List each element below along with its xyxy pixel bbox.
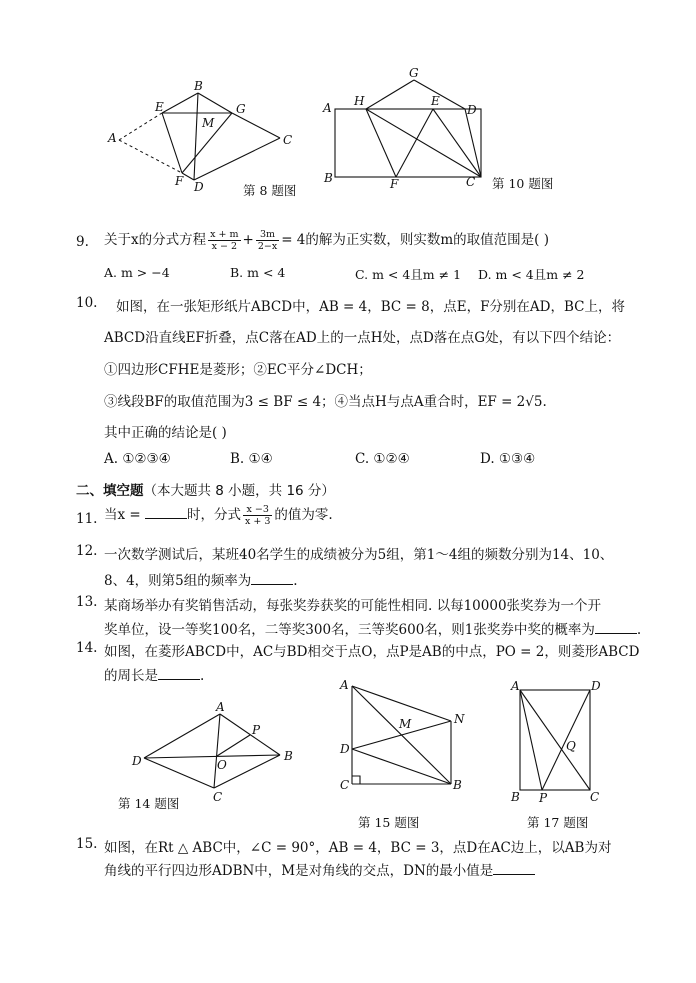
label-d: D (194, 180, 204, 194)
q9-fraction-1 (208, 229, 240, 252)
q9-frac2-denominator: 2−x (257, 241, 278, 252)
figure-q15 (335, 676, 475, 801)
question-number: 12. (76, 543, 98, 559)
label-n: N (454, 712, 465, 726)
q10-line-2: ABCD沿直线EF折叠，点C落在AD上的一点H处，点D落在点G处，有以下四个结论： (104, 330, 621, 346)
q9-fraction-2 (256, 229, 279, 252)
q9-frac2-numerator: 3m (256, 229, 279, 241)
question-number: 10. (76, 295, 98, 311)
label-a: A (108, 131, 117, 145)
fig17-caption: 第 17 题图 (527, 815, 589, 830)
q10-line-5: 其中正确的结论是( ) (104, 425, 227, 441)
fig14-caption: 第 14 题图 (118, 796, 180, 811)
q13-line-1: 某商场举办有奖销售活动，每张奖券获奖的可能性相同. 以每10000张奖券为一个开 (104, 598, 602, 614)
label-p: P (539, 791, 548, 805)
q14-line-2a: 的周长是 (104, 668, 158, 684)
label-b: B (194, 79, 203, 93)
label-c: C (466, 175, 476, 189)
label-e: E (155, 100, 164, 114)
option-d[interactable]: D. ①③④ (480, 451, 536, 467)
q9-frac1-denominator: x − 2 (211, 241, 238, 252)
q9-text-a: 关于x的分式方程 (104, 232, 207, 248)
fig8-caption: 第 8 题图 (243, 183, 297, 198)
q10-line-3: ①四边形CFHE是菱形；②EC平分∠DCH； (104, 362, 372, 378)
label-h: H (354, 94, 365, 108)
answer-blank[interactable] (251, 572, 293, 585)
label-q: Q (566, 739, 576, 753)
q9-text-b: = 4的解为正实数，则实数m的取值范围是( ) (281, 232, 550, 248)
q9-plus: + (242, 232, 254, 248)
fig15-caption: 第 15 题图 (358, 815, 420, 830)
label-d: D (591, 679, 601, 693)
label-b: B (511, 790, 520, 804)
q13-line-2 (104, 618, 641, 638)
label-a: A (323, 101, 332, 115)
q11-frac-denominator: x + 3 (245, 516, 271, 527)
option-a[interactable]: A. ①②③④ (104, 451, 171, 467)
answer-blank[interactable] (158, 667, 200, 680)
q12-line-1: 一次数学测试后，某班40名学生的成绩被分为5组，第1～4组的频数分别为14、10、 (104, 547, 614, 563)
q15-line-2: 角线的平行四边形ADBN中，M是对角线的交点，DN的最小值是 (104, 863, 494, 879)
label-c: C (213, 790, 223, 804)
q10-line-1: 如图，在一张矩形纸片ABCD中，AB = 4，BC = 8，点E，F分别在AD，BC上，将 (116, 299, 626, 315)
question-number: 9. (76, 234, 89, 250)
label-c: C (590, 790, 600, 804)
label-a: A (340, 678, 349, 692)
option-b[interactable]: B. ①④ (230, 451, 273, 467)
question-9-text (104, 228, 549, 252)
label-c: C (283, 133, 293, 147)
label-e: E (431, 94, 440, 108)
question-number: 14. (76, 640, 98, 656)
option-b[interactable]: B. m < 4 (230, 265, 286, 280)
label-c: C (340, 778, 350, 792)
q14-line-2 (104, 664, 204, 684)
label-d: D (340, 742, 350, 756)
q12-line-2a: 8、4，则第5组的频率为 (104, 573, 252, 589)
figure-q17 (505, 680, 615, 805)
figure-q14 (128, 702, 303, 802)
q13-line-2a: 奖单位，设一等奖100名，二等奖300名，三等奖600名，则1张奖券中奖的概率为 (104, 622, 595, 638)
label-d: D (132, 754, 142, 768)
q11-frac-numerator: x −3 (243, 504, 272, 516)
label-d: D (467, 103, 477, 117)
question-11-text (104, 503, 333, 527)
q9-frac1-numerator: x + m (210, 229, 239, 240)
label-b: B (324, 171, 333, 185)
option-c[interactable]: C. ①②④ (355, 451, 410, 467)
fig10-caption: 第 10 题图 (492, 176, 554, 191)
option-a[interactable]: A. m > −4 (104, 265, 170, 280)
q14-line-2b: . (200, 668, 205, 684)
label-a: A (216, 700, 225, 714)
q12-line-2 (104, 569, 298, 589)
figure-q8 (100, 78, 310, 198)
q12-line-2b: . (293, 573, 298, 589)
section-title: 二、填空题 (76, 483, 144, 499)
q11-fraction (243, 504, 272, 527)
question-number: 11. (76, 511, 98, 527)
q11-text-a: 当x = (104, 507, 141, 523)
q14-line-1: 如图，在菱形ABCD中，AC与BD相交于点O，点P是AB的中点，PO = 2，则菱形ABCD (104, 644, 640, 660)
label-g: G (409, 66, 419, 80)
label-p: P (252, 723, 261, 737)
q11-text-c: 的值为零. (274, 507, 333, 523)
answer-blank[interactable] (493, 862, 535, 875)
answer-blank[interactable] (595, 621, 637, 634)
q15-line-2 (104, 859, 535, 879)
label-b: B (453, 778, 462, 792)
label-g: G (236, 102, 246, 116)
section-heading (76, 479, 335, 499)
answer-blank[interactable] (145, 506, 187, 519)
q13-line-2b: . (636, 622, 642, 638)
question-number: 15. (76, 836, 98, 852)
question-number: 13. (76, 594, 98, 610)
q11-text-b: 时，分式 (187, 507, 242, 523)
q10-line-4: ③线段BF的取值范围为3 ≤ BF ≤ 4；④当点H与点A重合时，EF = 2√5. (104, 394, 547, 410)
option-d[interactable]: D. m < 4且m ≠ 2 (478, 267, 585, 282)
option-c[interactable]: C. m < 4且m ≠ 1 (355, 267, 462, 282)
label-f: F (175, 174, 184, 188)
label-o: O (217, 758, 227, 772)
label-b: B (284, 749, 293, 763)
label-a: A (511, 679, 520, 693)
label-m: M (399, 717, 412, 731)
section-note: （本大题共 8 小题，共 16 分） (143, 483, 335, 499)
q15-line-1: 如图，在Rt △ ABC中，∠C = 90°，AB = 4，BC = 3，点D在AC边上，以AB为对 (104, 840, 612, 856)
label-m: M (202, 116, 215, 130)
label-f: F (390, 177, 399, 191)
